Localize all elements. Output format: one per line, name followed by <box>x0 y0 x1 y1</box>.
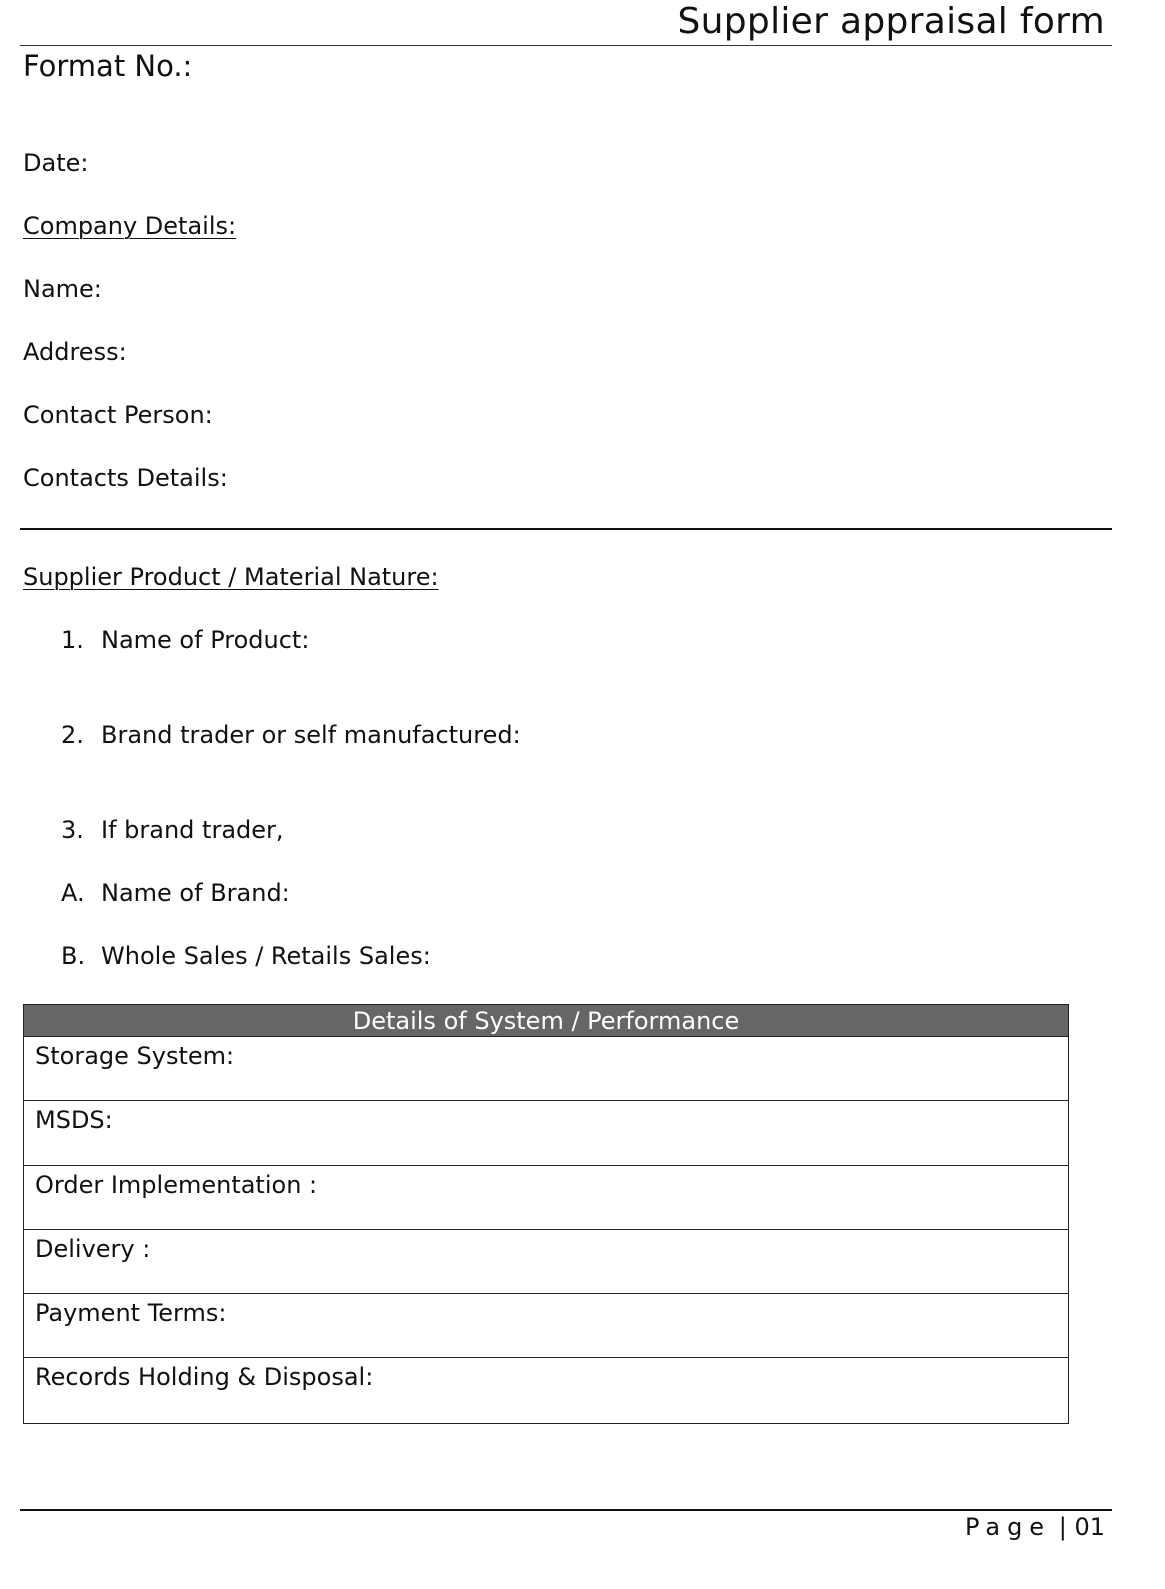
contacts-details-label: Contacts Details: <box>23 464 228 492</box>
table-row-label: Payment Terms: <box>35 1299 227 1328</box>
table-row <box>24 1358 1068 1422</box>
table-row-label: MSDS: <box>35 1106 113 1135</box>
list-marker: 3. <box>61 816 84 844</box>
list-item-text: Brand trader or self manufactured: <box>101 721 521 749</box>
table-row <box>24 1101 1068 1165</box>
supplier-product-heading: Supplier Product / Material Nature: <box>23 563 439 591</box>
list-marker: B. <box>61 942 86 970</box>
form-title: Supplier appraisal form <box>677 1 1105 42</box>
page-footer <box>965 1512 1105 1542</box>
list-marker: 1. <box>61 626 84 654</box>
page-separator: | <box>1058 1513 1067 1541</box>
format-no-label: Format No.: <box>23 49 193 83</box>
page-label: Page <box>964 1513 1052 1541</box>
list-marker: 2. <box>61 721 84 749</box>
company-details-heading: Company Details: <box>23 212 237 240</box>
table-row-label: Storage System: <box>35 1042 235 1070</box>
list-item <box>61 720 521 750</box>
list-item-text: If brand trader, <box>101 816 284 844</box>
list-item <box>61 625 309 655</box>
list-marker: A. <box>61 879 85 907</box>
table-row-label: Delivery : <box>35 1234 151 1263</box>
footer-divider <box>20 1509 1112 1511</box>
name-label: Name: <box>23 275 102 303</box>
table-row <box>24 1294 1068 1358</box>
list-item-text: Whole Sales / Retails Sales: <box>101 942 431 970</box>
table-row-label: Order Implementation : <box>35 1170 318 1199</box>
header-divider <box>20 45 1112 46</box>
section-divider <box>20 528 1112 530</box>
contact-person-label: Contact Person: <box>23 401 213 429</box>
list-item-text: Name of Product: <box>101 626 310 654</box>
list-item <box>61 815 284 845</box>
table-row <box>24 1230 1068 1294</box>
table-row <box>24 1037 1068 1101</box>
date-label: Date: <box>23 149 89 177</box>
performance-table-header: Details of System / Performance <box>24 1005 1068 1037</box>
table-row-label: Records Holding & Disposal: <box>35 1363 374 1392</box>
address-label: Address: <box>23 338 127 366</box>
list-item <box>61 878 290 908</box>
performance-table <box>23 1004 1069 1424</box>
list-item <box>61 941 431 971</box>
table-row <box>24 1166 1068 1230</box>
list-item-text: Name of Brand: <box>101 879 290 907</box>
page-number: 01 <box>1074 1513 1105 1541</box>
